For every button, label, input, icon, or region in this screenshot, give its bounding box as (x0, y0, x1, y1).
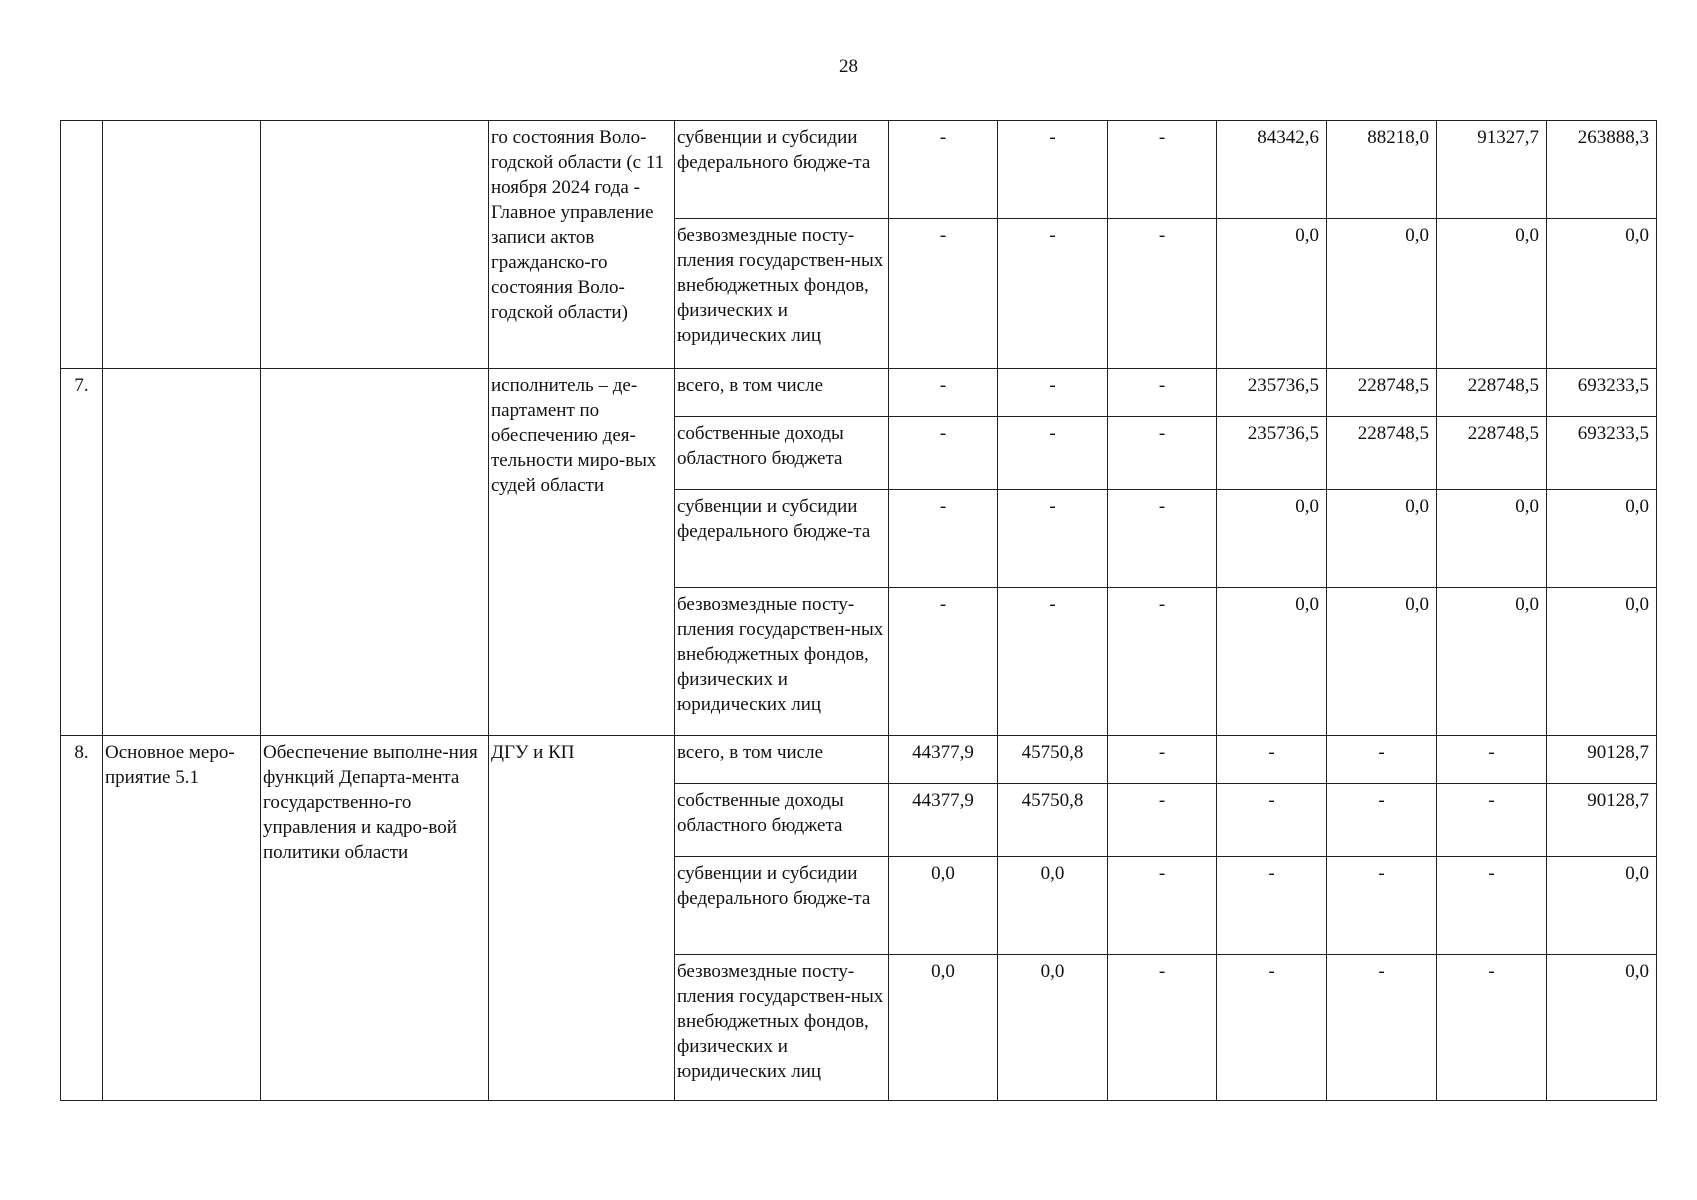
value-cell: - (1108, 121, 1217, 219)
value-cell: 0,0 (1217, 490, 1327, 588)
value-cell: 228748,5 (1437, 369, 1547, 417)
name-cell: Обеспечение выполне-ния функций Департа-мента государственно-го управления и кадро-вой политики области (261, 736, 489, 1101)
total-cell: 0,0 (1547, 857, 1657, 955)
value-cell: 0,0 (889, 955, 998, 1101)
num-cell: 7. (61, 369, 103, 736)
value-cell: 0,0 (1327, 219, 1437, 369)
page-number: 28 (839, 56, 858, 77)
source-cell: субвенции и субсидии федерального бюдже-та (675, 121, 889, 219)
value-cell: - (1108, 588, 1217, 736)
value-cell: - (1217, 955, 1327, 1101)
value-cell: - (1108, 857, 1217, 955)
source-cell: собственные доходы областного бюджета (675, 417, 889, 490)
value-cell: - (1108, 955, 1217, 1101)
executor-cell: исполнитель – де-партамент по обеспечению дея-тельности миро-вых судей области (489, 369, 675, 736)
value-cell: 0,0 (1437, 219, 1547, 369)
value-cell: - (889, 219, 998, 369)
status-cell (103, 369, 261, 736)
value-cell: 0,0 (1437, 490, 1547, 588)
value-cell: - (1108, 736, 1217, 784)
table-row (61, 121, 1657, 219)
value-cell: 228748,5 (1327, 417, 1437, 490)
value-cell: - (1437, 857, 1547, 955)
value-cell: 91327,7 (1437, 121, 1547, 219)
value-cell: 0,0 (1437, 588, 1547, 736)
value-cell: 235736,5 (1217, 369, 1327, 417)
value-cell: 228748,5 (1327, 369, 1437, 417)
status-cell (103, 121, 261, 369)
budget-table (60, 120, 1657, 1101)
executor-cell: ДГУ и КП (489, 736, 675, 1101)
value-cell: - (1327, 955, 1437, 1101)
total-cell: 263888,3 (1547, 121, 1657, 219)
value-cell: - (1327, 784, 1437, 857)
source-cell: субвенции и субсидии федерального бюдже-та (675, 490, 889, 588)
value-cell: 44377,9 (889, 736, 998, 784)
value-cell: 0,0 (889, 857, 998, 955)
value-cell: - (998, 121, 1108, 219)
value-cell: 84342,6 (1217, 121, 1327, 219)
value-cell: - (1437, 784, 1547, 857)
executor-cell: го состояния Воло-годской области (с 11 ноября 2024 года - Главное управление записи актов гражданско-го состояния Воло-годской области) (489, 121, 675, 369)
value-cell: - (1108, 219, 1217, 369)
value-cell: 45750,8 (998, 736, 1108, 784)
total-cell: 90128,7 (1547, 784, 1657, 857)
table-row (61, 736, 1657, 784)
value-cell: - (998, 369, 1108, 417)
value-cell: - (889, 417, 998, 490)
value-cell: 0,0 (1217, 588, 1327, 736)
value-cell: - (889, 121, 998, 219)
value-cell: - (889, 490, 998, 588)
value-cell: - (1217, 784, 1327, 857)
value-cell: - (998, 588, 1108, 736)
value-cell: - (1217, 857, 1327, 955)
value-cell: 0,0 (1327, 588, 1437, 736)
value-cell: 44377,9 (889, 784, 998, 857)
value-cell: - (1327, 857, 1437, 955)
value-cell: - (998, 490, 1108, 588)
value-cell: 228748,5 (1437, 417, 1547, 490)
total-cell: 0,0 (1547, 219, 1657, 369)
source-cell: безвозмездные посту-пления государствен-ных внебюджетных фондов, физических и юридических лиц (675, 588, 889, 736)
value-cell: 0,0 (998, 857, 1108, 955)
value-cell: - (1108, 490, 1217, 588)
value-cell: - (889, 588, 998, 736)
total-cell: 693233,5 (1547, 417, 1657, 490)
source-cell: субвенции и субсидии федерального бюдже-та (675, 857, 889, 955)
value-cell: 0,0 (1327, 490, 1437, 588)
value-cell: - (1217, 736, 1327, 784)
value-cell: 0,0 (1217, 219, 1327, 369)
total-cell: 90128,7 (1547, 736, 1657, 784)
value-cell: - (889, 369, 998, 417)
value-cell: - (1327, 736, 1437, 784)
value-cell: - (1108, 417, 1217, 490)
name-cell (261, 121, 489, 369)
value-cell: - (998, 219, 1108, 369)
value-cell: - (1108, 784, 1217, 857)
table-row (61, 369, 1657, 417)
value-cell: 45750,8 (998, 784, 1108, 857)
value-cell: 0,0 (998, 955, 1108, 1101)
total-cell: 0,0 (1547, 490, 1657, 588)
total-cell: 693233,5 (1547, 369, 1657, 417)
num-cell (61, 121, 103, 369)
total-cell: 0,0 (1547, 588, 1657, 736)
source-cell: собственные доходы областного бюджета (675, 784, 889, 857)
value-cell: 235736,5 (1217, 417, 1327, 490)
status-cell: Основное меро-приятие 5.1 (103, 736, 261, 1101)
value-cell: - (1437, 736, 1547, 784)
source-cell: безвозмездные посту-пления государствен-ных внебюджетных фондов, физических и юридических лиц (675, 955, 889, 1101)
num-cell: 8. (61, 736, 103, 1101)
value-cell: - (998, 417, 1108, 490)
source-cell: всего, в том числе (675, 736, 889, 784)
total-cell: 0,0 (1547, 955, 1657, 1101)
source-cell: всего, в том числе (675, 369, 889, 417)
name-cell (261, 369, 489, 736)
value-cell: - (1437, 955, 1547, 1101)
source-cell: безвозмездные посту-пления государствен-ных внебюджетных фондов, физических и юридических лиц (675, 219, 889, 369)
value-cell: - (1108, 369, 1217, 417)
value-cell: 88218,0 (1327, 121, 1437, 219)
